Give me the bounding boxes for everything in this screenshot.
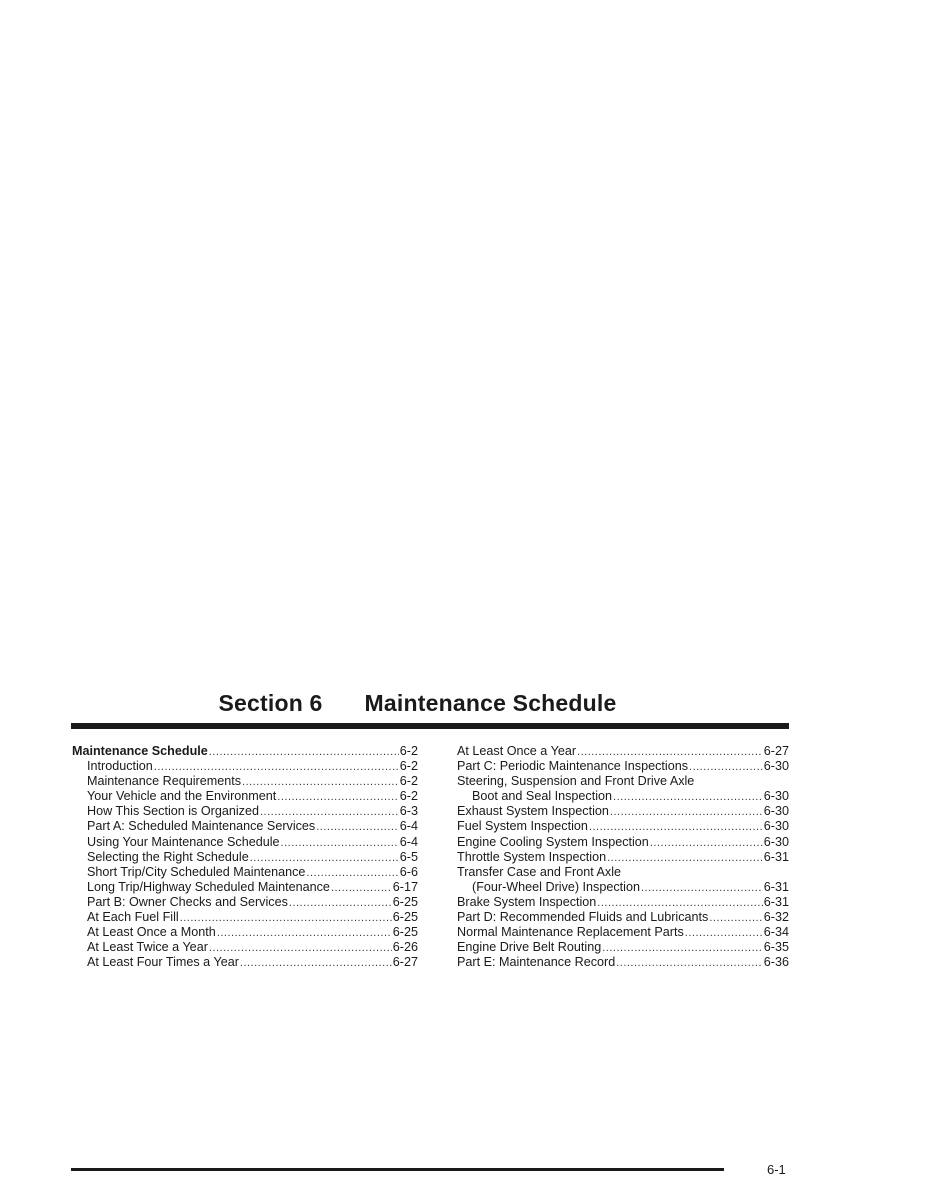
dot-leader — [610, 805, 763, 820]
dot-leader — [589, 820, 763, 835]
dot-leader — [260, 805, 399, 820]
heading-rule — [71, 723, 789, 729]
toc-entry-title: Fuel System Inspection — [457, 819, 588, 834]
dot-leader — [641, 881, 763, 896]
toc-entry-page: 6-25 — [392, 894, 418, 909]
toc-entry-title: Part E: Maintenance Record — [457, 955, 616, 970]
toc-entry-title: At Each Fuel Fill — [87, 910, 179, 925]
toc-entry-title: Long Trip/Highway Scheduled Maintenance — [87, 879, 330, 894]
dot-leader — [209, 745, 399, 760]
toc-entry-title: Short Trip/City Scheduled Maintenance — [87, 864, 306, 879]
toc-entry-page: 6-36 — [763, 955, 789, 970]
toc-entry[interactable] — [72, 819, 418, 834]
toc-entry-page: 6-32 — [763, 910, 789, 925]
toc-entry-page: 6-30 — [763, 804, 789, 819]
toc-entry-page: 6-2 — [399, 744, 418, 758]
toc-entry-title: Part A: Scheduled Maintenance Services — [87, 819, 316, 834]
toc-entry-title: Using Your Maintenance Schedule — [87, 834, 280, 849]
section-number: Section 6 — [218, 690, 323, 716]
toc-entry-title: At Least Twice a Year — [87, 940, 208, 955]
toc-entry[interactable] — [457, 955, 789, 970]
toc-entry[interactable] — [72, 940, 418, 955]
dot-leader — [209, 941, 392, 956]
toc-entry-page: 6-35 — [763, 940, 789, 955]
toc-entry-page: 6-31 — [763, 894, 789, 909]
toc-entry-page: 6-27 — [392, 955, 418, 970]
toc-entry[interactable] — [72, 955, 418, 970]
toc-entry-page: 6-30 — [763, 789, 789, 804]
toc-entry-page: 6-30 — [763, 834, 789, 849]
dot-leader — [650, 836, 763, 851]
toc-entry-page: 6-31 — [763, 879, 789, 894]
toc-entry-title: At Least Once a Month — [87, 925, 216, 940]
dot-leader — [616, 956, 763, 971]
dot-leader — [331, 881, 392, 896]
toc-entry[interactable] — [457, 865, 789, 880]
dot-leader — [289, 896, 392, 911]
dot-leader — [316, 820, 399, 835]
toc-entry-page: 6-4 — [399, 834, 418, 849]
toc-entry-page: 6-25 — [392, 925, 418, 940]
toc-entry[interactable] — [457, 774, 789, 789]
dot-leader — [180, 911, 392, 926]
toc-entry-page: 6-2 — [399, 789, 418, 804]
toc-entry-title: How This Section is Organized — [87, 804, 259, 819]
toc-entry[interactable] — [457, 744, 789, 759]
toc-entry-page: 6-6 — [399, 864, 418, 879]
toc-entry-page: 6-34 — [763, 925, 789, 940]
dot-leader — [277, 790, 399, 805]
section-title: Maintenance Schedule — [364, 690, 617, 716]
toc-entry-title: Engine Drive Belt Routing — [457, 940, 602, 955]
toc-entry[interactable] — [457, 910, 789, 925]
toc-entry[interactable] — [457, 759, 789, 774]
toc-entry[interactable] — [457, 819, 789, 834]
dot-leader — [607, 851, 763, 866]
toc-entry-title: Part C: Periodic Maintenance Inspections — [457, 759, 689, 774]
toc-entry[interactable] — [72, 744, 418, 759]
toc-entry[interactable] — [72, 774, 418, 789]
toc-entry-page: 6-5 — [399, 849, 418, 864]
toc-entry-title: Throttle System Inspection — [457, 849, 607, 864]
toc-entry[interactable] — [72, 895, 418, 910]
toc-entry-page: 6-31 — [763, 849, 789, 864]
toc-entry-title: Steering, Suspension and Front Drive Axle — [457, 774, 695, 789]
toc-entry[interactable] — [457, 850, 789, 865]
toc-entry-page: 6-26 — [392, 940, 418, 955]
toc-entry-title: Boot and Seal Inspection — [472, 789, 613, 804]
toc-entry-title: Transfer Case and Front Axle — [457, 864, 622, 879]
toc-entry[interactable] — [72, 804, 418, 819]
toc-entry[interactable] — [72, 789, 418, 804]
dot-leader — [602, 941, 763, 956]
toc-entry[interactable] — [457, 880, 789, 895]
toc-entry[interactable] — [72, 850, 418, 865]
toc-entry[interactable] — [72, 865, 418, 880]
dot-leader — [242, 775, 399, 790]
toc-right-column — [457, 744, 789, 970]
toc-left-column — [72, 744, 418, 970]
toc-entry-page: 6-3 — [399, 804, 418, 819]
toc-entry[interactable] — [72, 835, 418, 850]
page-number: 6-1 — [767, 1162, 786, 1177]
dot-leader — [240, 956, 392, 971]
toc-entry[interactable] — [457, 940, 789, 955]
dot-leader — [281, 836, 399, 851]
dot-leader — [306, 866, 398, 881]
footer-rule — [71, 1168, 724, 1171]
toc-entry-title: At Least Once a Year — [457, 744, 577, 758]
toc-entry-page: 6-27 — [763, 744, 789, 758]
toc-entry-title: Brake System Inspection — [457, 894, 597, 909]
toc-entry[interactable] — [457, 789, 789, 804]
toc-entry-page: 6-30 — [763, 819, 789, 834]
toc-entry-title: Selecting the Right Schedule — [87, 849, 249, 864]
dot-leader — [689, 760, 763, 775]
toc-entry-title: Maintenance Schedule — [72, 744, 208, 758]
dot-leader — [217, 926, 392, 941]
toc-entry[interactable] — [457, 925, 789, 940]
dot-leader — [154, 760, 399, 775]
toc-entry-title: At Least Four Times a Year — [87, 955, 239, 970]
toc-entry-title: Part B: Owner Checks and Services — [87, 894, 288, 909]
section-heading — [0, 690, 835, 717]
dot-leader — [577, 745, 763, 760]
toc-entry[interactable] — [457, 804, 789, 819]
toc-entry[interactable] — [72, 910, 418, 925]
toc-entry[interactable] — [72, 925, 418, 940]
toc-entry-page: 6-2 — [399, 759, 418, 774]
toc-entry[interactable] — [72, 759, 418, 774]
toc-entry-title: Engine Cooling System Inspection — [457, 834, 649, 849]
toc-entry-title: (Four-Wheel Drive) Inspection — [472, 879, 640, 894]
toc-entry-title: Maintenance Requirements — [87, 774, 242, 789]
toc-entry-title: Your Vehicle and the Environment — [87, 789, 277, 804]
toc-entry-page: 6-4 — [399, 819, 418, 834]
dot-leader — [685, 926, 763, 941]
toc-entry-page: 6-25 — [392, 910, 418, 925]
toc-entry-page: 6-2 — [399, 774, 418, 789]
toc-entry-title: Introduction — [87, 759, 153, 774]
toc-entry-title: Exhaust System Inspection — [457, 804, 609, 819]
dot-leader — [597, 896, 762, 911]
toc-entry-title: Normal Maintenance Replacement Parts — [457, 925, 684, 940]
toc-entry-page: 6-30 — [763, 759, 789, 774]
toc-entry[interactable] — [457, 835, 789, 850]
toc-entry-title: Part D: Recommended Fluids and Lubricants — [457, 910, 709, 925]
dot-leader — [613, 790, 763, 805]
dot-leader — [250, 851, 399, 866]
toc-entry[interactable] — [457, 895, 789, 910]
toc-entry[interactable] — [72, 880, 418, 895]
dot-leader — [709, 911, 762, 926]
toc-entry-page: 6-17 — [392, 879, 418, 894]
